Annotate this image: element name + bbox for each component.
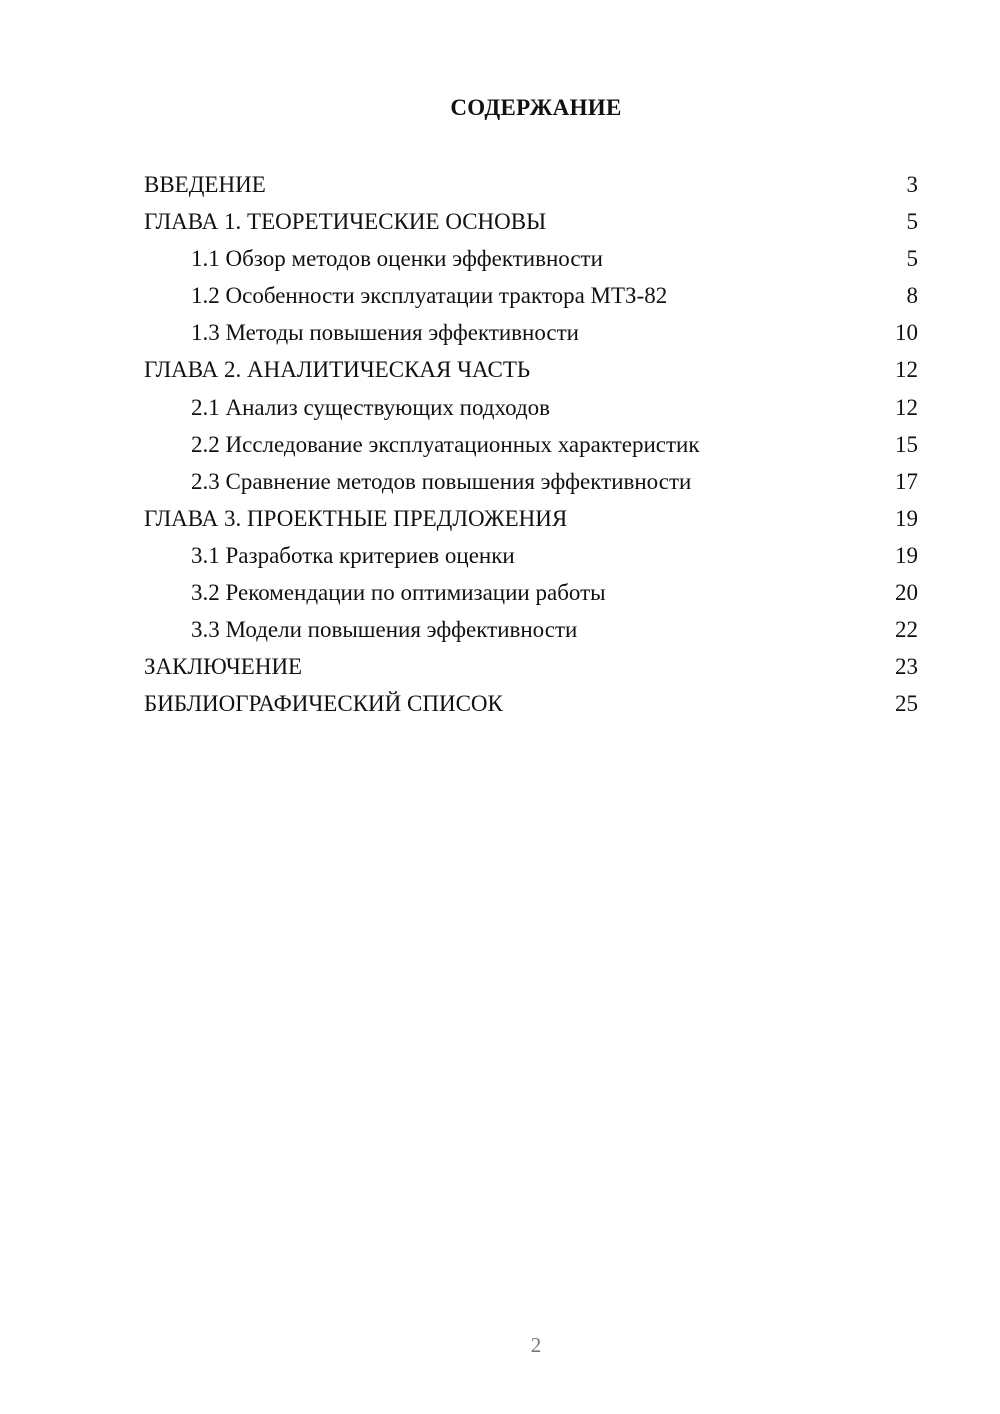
toc-entry-page: 22 — [895, 617, 918, 643]
toc-entry-label: 3.1 Разработка критериев оценки — [191, 542, 515, 568]
toc-entry-chapter-1 — [144, 203, 918, 240]
toc-entry-section-3-3 — [144, 611, 918, 648]
toc-entry-page: 17 — [895, 468, 918, 494]
toc-entry-label: ВВЕДЕНИЕ — [144, 172, 266, 197]
toc-entry-conclusion — [144, 648, 918, 685]
page-title: СОДЕРЖАНИЕ — [450, 95, 622, 120]
toc-entry-introduction — [144, 166, 918, 203]
toc-entry-page: 12 — [895, 357, 918, 383]
toc-entry-label: 2.2 Исследование эксплуатационных характеристик — [191, 431, 700, 457]
toc-entry-section-2-2 — [144, 426, 918, 463]
toc-entry-label: 2.3 Сравнение методов повышения эффективности — [191, 468, 692, 494]
toc-entry-section-3-1 — [144, 537, 918, 574]
toc-entry-section-1-1 — [144, 240, 918, 277]
toc-entry-label: ГЛАВА 2. АНАЛИТИЧЕСКАЯ ЧАСТЬ — [144, 357, 531, 383]
toc-entry-label: ГЛАВА 3. ПРОЕКТНЫЕ ПРЕДЛОЖЕНИЯ — [144, 505, 568, 531]
toc-entry-section-3-2 — [144, 574, 918, 611]
toc-entry-page: 3 — [906, 172, 918, 197]
toc-entry-page: 23 — [895, 654, 918, 680]
toc-entry-label: БИБЛИОГРАФИЧЕСКИЙ СПИСОК — [144, 691, 503, 717]
toc-entry-label: ЗАКЛЮЧЕНИЕ — [144, 654, 303, 680]
toc-entry-page: 19 — [895, 542, 918, 568]
toc-entry-label: 1.1 Обзор методов оценки эффективности — [191, 246, 603, 272]
toc-entry-chapter-3 — [144, 500, 918, 537]
toc-entry-page: 10 — [895, 320, 918, 346]
toc-entry-page: 5 — [906, 246, 918, 272]
toc-entry-page: 20 — [895, 580, 918, 606]
toc-entry-label: 1.3 Методы повышения эффективности — [191, 320, 579, 346]
table-of-contents — [144, 166, 918, 722]
toc-entry-section-2-3 — [144, 463, 918, 500]
toc-entry-section-1-3 — [144, 314, 918, 351]
toc-entry-label: 1.2 Особенности эксплуатации трактора МТЗ-82 — [191, 283, 668, 309]
toc-entry-label: ГЛАВА 1. ТЕОРЕТИЧЕСКИЕ ОСНОВЫ — [144, 209, 547, 235]
toc-entry-chapter-2 — [144, 351, 918, 388]
toc-entry-section-1-2 — [144, 277, 918, 314]
toc-entry-section-2-1 — [144, 389, 918, 426]
toc-entry-label: 3.3 Модели повышения эффективности — [191, 617, 578, 643]
page-number: 2 — [530, 1333, 542, 1357]
toc-entry-bibliography — [144, 685, 918, 722]
toc-entry-page: 15 — [895, 431, 918, 457]
toc-entry-page: 12 — [895, 394, 918, 420]
toc-entry-label: 2.1 Анализ существующих подходов — [191, 394, 551, 420]
toc-entry-page: 19 — [895, 505, 918, 531]
toc-entry-page: 5 — [906, 209, 918, 235]
toc-entry-page: 8 — [906, 283, 918, 309]
toc-entry-label: 3.2 Рекомендации по оптимизации работы — [191, 580, 606, 606]
toc-entry-page: 25 — [895, 691, 918, 717]
